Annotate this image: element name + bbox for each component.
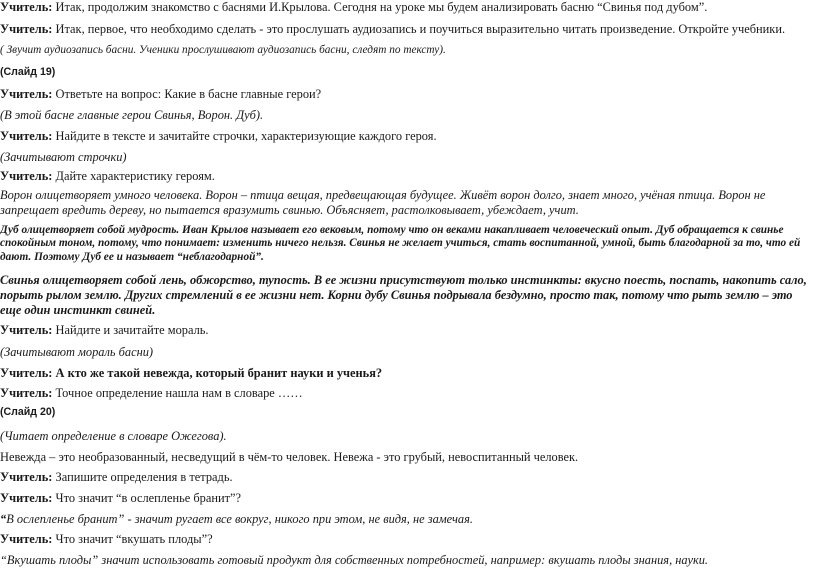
stage-direction-dictionary: (Читает определение в словаре Ожегова).	[0, 429, 227, 443]
stage-direction-audio: ( Звучит аудиозапись басни. Ученики прослушивают аудиозапись басни, следят по тексту).	[0, 44, 446, 56]
speaker-label: Учитель:	[0, 129, 53, 143]
paragraph-text: Дайте характеристику героям.	[52, 169, 215, 183]
speaker-label: Учитель:	[0, 22, 53, 36]
paragraph-dictionary	[0, 386, 812, 401]
paragraph-ignoramus-question	[0, 366, 812, 381]
answer-blind-scold	[0, 512, 812, 527]
paragraph-write-down	[0, 470, 812, 485]
stage-direction-moral: (Зачитывают мораль басни)	[0, 345, 154, 359]
speaker-label: Учитель:	[0, 87, 53, 101]
paragraph-text: Что значит “в ослепленье бранит”?	[52, 491, 242, 505]
slide-19-label: (Слайд 19)	[0, 66, 56, 78]
paragraph-text: А кто же такой невежда, который бранит науки и ученья?	[52, 366, 383, 380]
paragraph-text: Ответьте на вопрос: Какие в басне главные герои?	[52, 87, 322, 101]
answer-taste-fruits: “Вкушать плоды” значит использовать готовый продукт для собственных потребностей, например: вкушать плоды знания, науки.	[0, 553, 709, 567]
paragraph-find-lines	[0, 129, 812, 144]
speaker-label: Учитель:	[0, 169, 53, 183]
speaker-label: Учитель:	[0, 470, 53, 484]
oak-characteristic: Дуб олицетворяет собой мудрость. Иван Крылов называет его вековым, потому что он веками накапливает человеческий опыт. Дуб обращается к свинье спокойным тоном, потому, что понимает: изменить ничего нельзя. Свинья не желает учиться, стать воспитанной, умной, быть благодарной за то, что ей дают. Поэтому Дуб ее и называет “неблагодарной”.	[0, 224, 801, 263]
slide-20-label: (Слайд 20)	[0, 406, 56, 418]
raven-characteristic: Ворон олицетворяет умного человека. Ворон – птица вещая, предвещающая будущее. Живёт ворон долго, знает много, учёная птица. Ворон не запрещает вредить дереву, но пытается вразумить свинью. Объясняет, растолковывает, убеждает, учит.	[0, 188, 766, 217]
paragraph-text: Точное определение нашла нам в словаре ……	[52, 386, 303, 400]
paragraph-taste-fruits-question	[0, 532, 812, 547]
definition-ignoramus: Невежда – это необразованный, несведущий в чём-то человек. Невежа - это грубый, невоспитанный человек.	[0, 450, 579, 464]
opening-quote: “	[0, 512, 7, 526]
stage-direction-reading: (Зачитывают строчки)	[0, 150, 127, 164]
paragraph-question-heroes	[0, 87, 812, 102]
paragraph-text: Что значит “вкушать плоды”?	[52, 532, 213, 546]
paragraph-blind-scold-question	[0, 491, 812, 506]
paragraph-intro	[0, 0, 812, 15]
speaker-label: Учитель:	[0, 0, 53, 14]
speaker-label: Учитель:	[0, 323, 53, 337]
paragraph-text: Итак, первое, что необходимо сделать - это прослушать аудиозапись и поучиться выразительно читать произведение. Откройте учебники.	[52, 22, 786, 36]
paragraph-text: В ослепленье бранит” - значит ругает все вокруг, никого при этом, не видя, не замечая.	[6, 512, 473, 526]
pig-characteristic: Свинья олицетворяет собой лень, обжорство, тупость. В ее жизни присутствуют только инстинкты: вкусно поесть, поспать, накопить сало, порыть рылом землю. Других стремлений в ее жизни нет. Корни дубу Свинья подрывала бездумно, просто так, потому что рыть землю – это еще один инстинкт свиней.	[0, 273, 807, 317]
speaker-label: Учитель:	[0, 386, 53, 400]
speaker-label: Учитель:	[0, 366, 53, 380]
paragraph-text: Найдите и зачитайте мораль.	[52, 323, 209, 337]
answer-heroes: (В этой басне главные герои Свинья, Ворон. Дуб).	[0, 108, 264, 122]
paragraph-text: Запишите определения в тетрадь.	[52, 470, 233, 484]
paragraph-first-task	[0, 22, 812, 37]
paragraph-moral	[0, 323, 812, 338]
speaker-label: Учитель:	[0, 532, 53, 546]
paragraph-text: Найдите в тексте и зачитайте строчки, характеризующие каждого героя.	[52, 129, 437, 143]
speaker-label: Учитель:	[0, 491, 53, 505]
paragraph-characterize	[0, 169, 812, 184]
paragraph-text: Итак, продолжим знакомство с баснями И.Крылова. Сегодня на уроке мы будем анализировать басню “Свинья под дубом”.	[52, 0, 708, 14]
